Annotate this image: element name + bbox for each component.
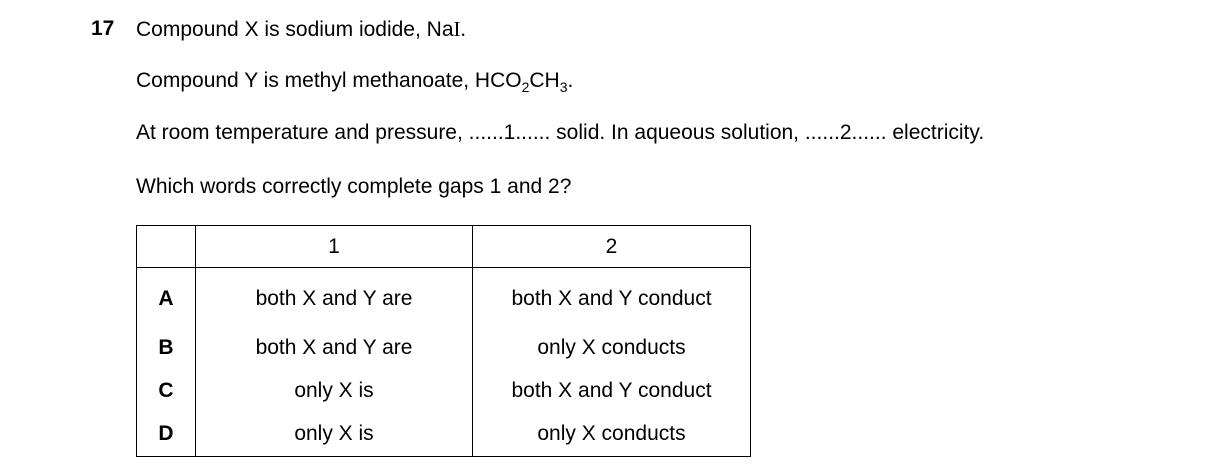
formula-end: . xyxy=(567,69,574,92)
header-blank xyxy=(137,226,196,268)
header-gap-2: 2 xyxy=(473,226,751,268)
header-gap-1: 1 xyxy=(196,226,473,268)
compound-x-statement xyxy=(136,15,466,44)
option-gap-1: both X and Y are xyxy=(196,326,473,369)
option-row-d[interactable] xyxy=(137,412,751,457)
option-gap-1: both X and Y are xyxy=(196,268,473,327)
option-row-a[interactable] xyxy=(137,268,751,327)
formula-ch: CH xyxy=(529,69,560,92)
option-gap-1: only X is xyxy=(196,412,473,457)
compound-y-statement xyxy=(136,67,573,96)
option-letter[interactable]: B xyxy=(137,326,196,369)
option-gap-2: only X conducts xyxy=(473,412,751,457)
option-gap-1: only X is xyxy=(196,369,473,412)
question-number: 17 xyxy=(91,17,115,40)
option-gap-2: both X and Y conduct xyxy=(473,268,751,327)
option-row-c[interactable] xyxy=(137,369,751,412)
subscript-3: 3 xyxy=(559,79,568,95)
option-gap-2: only X conducts xyxy=(473,326,751,369)
option-row-b[interactable] xyxy=(137,326,751,369)
compound-y-text: Compound Y is methyl methanoate, HCO xyxy=(136,69,522,92)
option-letter[interactable]: A xyxy=(137,268,196,327)
option-letter[interactable]: D xyxy=(137,412,196,457)
subscript-2: 2 xyxy=(521,79,530,95)
question-prompt: Which words correctly complete gaps 1 and 2? xyxy=(136,175,572,198)
option-letter[interactable]: C xyxy=(137,369,196,412)
gap-sentence: At room temperature and pressure, ......1...... solid. In aqueous solution, ......2...... electricity. xyxy=(136,121,985,144)
iodine-symbol: I. xyxy=(453,17,466,41)
answer-options-table xyxy=(136,225,751,457)
compound-x-text: Compound X is sodium iodide, Na xyxy=(136,18,454,41)
table-header-row xyxy=(137,226,751,268)
option-gap-2: both X and Y conduct xyxy=(473,369,751,412)
